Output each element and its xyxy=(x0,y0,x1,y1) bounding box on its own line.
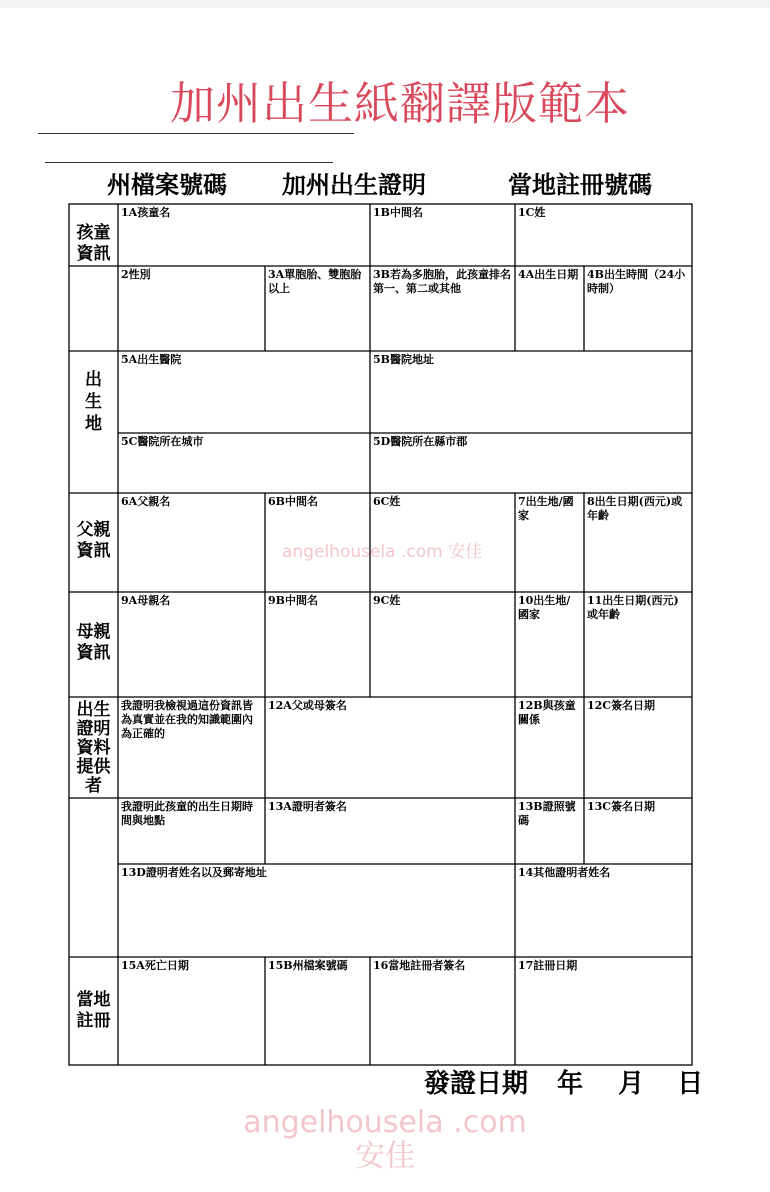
watermark-bottom-line2: 安佳 xyxy=(355,1139,415,1174)
section-mother-char: 親 xyxy=(93,622,111,642)
local-registration-number-header: 當地註冊號碼 xyxy=(508,171,652,199)
section-informant-char: 資 xyxy=(76,738,94,758)
field-mother-first-name[interactable]: 9A母親名 xyxy=(121,594,171,607)
section-birthplace-char: 生 xyxy=(85,392,102,412)
section-birthplace-char: 出 xyxy=(85,370,102,390)
field-child-middle-name[interactable]: 1B中間名 xyxy=(373,206,423,219)
section-child-char: 童 xyxy=(93,223,111,243)
watermark-center: angelhousela .com 安佳 xyxy=(282,542,483,562)
section-mother-char: 訊 xyxy=(93,643,111,663)
section-child-char: 孩 xyxy=(76,223,94,243)
field-father-last-name[interactable]: 6C姓 xyxy=(373,495,401,508)
issue-date-day: 日 xyxy=(677,1069,704,1099)
field-certifier-name-address[interactable]: 13D證明者姓名以及郵寄地址 xyxy=(121,866,267,879)
section-registration-char: 冊 xyxy=(93,1011,111,1031)
field-father-first-name[interactable]: 6A父親名 xyxy=(121,495,171,508)
field-hospital-city[interactable]: 5C醫院所在城市 xyxy=(121,435,204,448)
section-label-registration xyxy=(69,988,118,1034)
issue-date-label: 發證日期 xyxy=(424,1069,529,1099)
section-label-birthplace xyxy=(69,371,118,433)
section-child-char: 訊 xyxy=(93,244,111,264)
field-registration-date[interactable]: 17註冊日期 xyxy=(518,959,578,972)
field-date-of-death[interactable]: 15A死亡日期 xyxy=(121,959,189,972)
form-title-header: 加州出生證明 xyxy=(282,171,426,199)
field-hospital[interactable]: 5A出生醫院 xyxy=(121,353,182,366)
field-certifier-sign-date[interactable]: 13C簽名日期 xyxy=(587,800,656,813)
field-mother-birthplace[interactable]: 10出生地/國家 xyxy=(518,594,571,621)
section-father-char: 父 xyxy=(76,520,94,540)
field-birth-time[interactable]: 4B出生時間（24小時制） xyxy=(587,268,686,295)
section-mother-char: 資 xyxy=(76,643,94,663)
section-registration-char: 地 xyxy=(93,990,111,1010)
section-informant-char: 料 xyxy=(93,738,111,758)
state-file-number-header: 州檔案號碼 xyxy=(107,171,227,199)
section-informant-char: 提 xyxy=(76,757,94,777)
section-label-child xyxy=(69,222,118,266)
field-mother-middle-name[interactable]: 9B中間名 xyxy=(268,594,318,607)
watermark-bottom xyxy=(0,1106,770,1174)
field-mother-birth-date[interactable]: 11出生日期(西元)或年齡 xyxy=(587,594,679,621)
page-title: 加州出生紙翻譯版範本 xyxy=(169,77,630,130)
issue-date-month: 月 xyxy=(618,1069,645,1099)
section-label-mother xyxy=(69,620,118,666)
field-hospital-county[interactable]: 5D醫院所在縣市郡 xyxy=(373,435,468,448)
field-parent-signature[interactable]: 12A父或母簽名 xyxy=(268,699,347,712)
field-father-birth-date[interactable]: 8出生日期(西元)或年齡 xyxy=(587,495,683,522)
field-relationship-to-child[interactable]: 12B與孩童關係 xyxy=(518,699,576,726)
issue-date-year: 年 xyxy=(557,1069,584,1099)
section-informant-char: 者 xyxy=(85,776,102,796)
section-father-char: 資 xyxy=(76,541,94,561)
field-child-first-name[interactable]: 1A孩童名 xyxy=(121,206,171,219)
section-informant-char: 出 xyxy=(76,700,94,720)
section-informant-char: 明 xyxy=(93,719,111,739)
field-father-middle-name[interactable]: 6B中間名 xyxy=(268,495,318,508)
field-birth-date[interactable]: 4A出生日期 xyxy=(518,268,579,281)
field-state-file-number[interactable]: 15B州檔案號碼 xyxy=(268,959,348,972)
field-father-birthplace[interactable]: 7出生地/國家 xyxy=(518,495,574,522)
issue-date xyxy=(424,1064,703,1104)
section-informant-char: 供 xyxy=(93,757,111,777)
section-father-char: 訊 xyxy=(93,541,111,561)
section-father-char: 親 xyxy=(93,520,111,540)
field-mother-last-name[interactable]: 9C姓 xyxy=(373,594,401,607)
section-registration-char: 當 xyxy=(76,990,94,1010)
field-license-number[interactable]: 13B證照號碼 xyxy=(518,800,576,827)
field-hospital-address[interactable]: 5B醫院地址 xyxy=(373,353,434,366)
field-local-registrar-signature[interactable]: 16當地註冊者簽名 xyxy=(373,959,466,972)
field-child-last-name[interactable]: 1C姓 xyxy=(518,206,546,219)
section-birthplace-char: 地 xyxy=(85,414,102,434)
field-other-certifier-name[interactable]: 14其他證明者姓名 xyxy=(518,866,611,879)
field-birth-order[interactable]: 3B若為多胞胎，此孩童排名第一、第二或其他 xyxy=(373,268,511,295)
section-mother-char: 母 xyxy=(76,622,94,642)
section-informant-char: 生 xyxy=(93,700,111,720)
section-label-father xyxy=(69,518,118,564)
field-informant-sign-date[interactable]: 12C簽名日期 xyxy=(587,699,656,712)
field-certifier-signature[interactable]: 13A證明者簽名 xyxy=(268,800,347,813)
field-sex[interactable]: 2性別 xyxy=(121,268,151,281)
certifier-certification-text: 我證明此孩童的出生日期時間與地點 xyxy=(121,800,253,827)
section-child-char: 資 xyxy=(76,244,94,264)
informant-certification-text: 我證明我檢視過這份資訊皆為真實並在我的知識範圍內為正確的 xyxy=(121,699,253,740)
watermark-bottom-line1: angelhousela .com xyxy=(243,1105,527,1140)
field-single-multiple-birth[interactable]: 3A單胞胎、雙胞胎以上 xyxy=(268,268,362,295)
section-informant-char: 證 xyxy=(76,719,94,739)
section-registration-char: 註 xyxy=(76,1011,94,1031)
section-label-informant xyxy=(69,699,118,798)
